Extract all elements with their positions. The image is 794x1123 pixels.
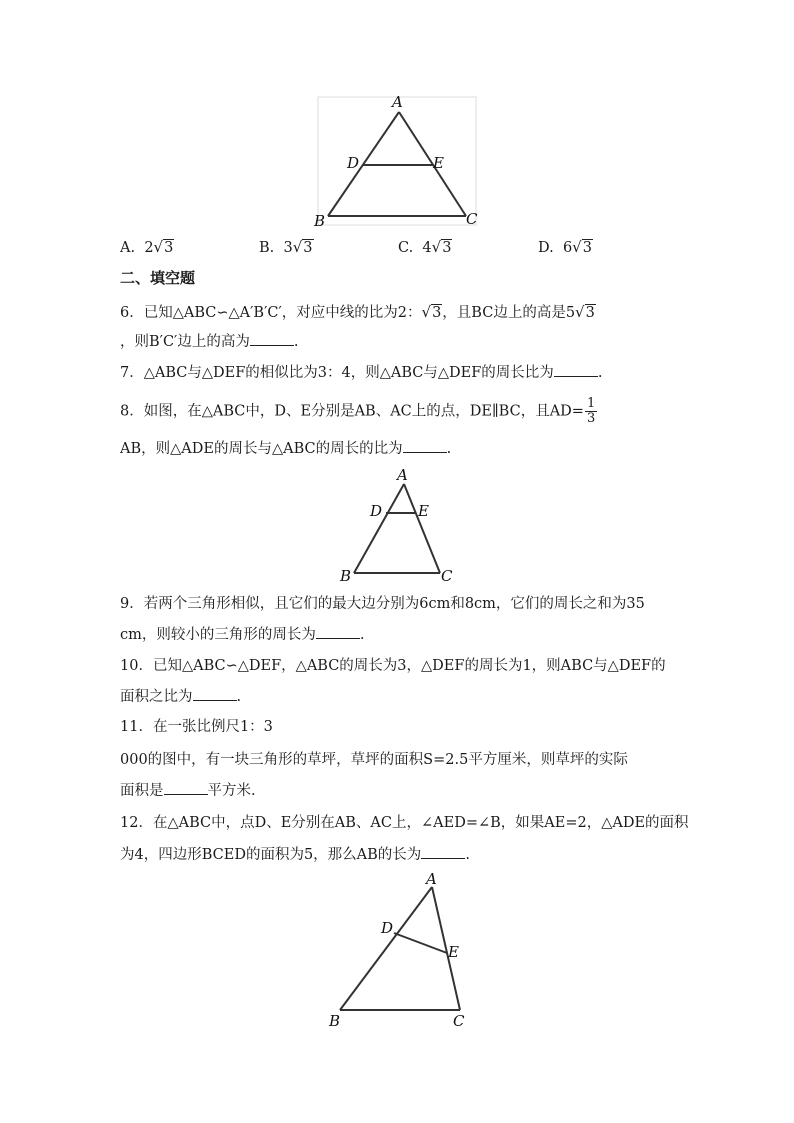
q8-fraction [585, 397, 597, 426]
figure2-side-ac [404, 484, 440, 573]
question-10-line2 [120, 686, 241, 707]
q6-text1: 6．已知△ABC∽△A′B′C′，对应中线的比为2： [120, 305, 422, 321]
q6-end: . [293, 334, 299, 350]
question-7 [120, 362, 602, 383]
figure2-triangle-abc [354, 484, 440, 573]
option-b-radicand: 3 [303, 240, 313, 256]
figure3-label-c: C [453, 1012, 465, 1030]
option-d-label: D. [538, 240, 554, 256]
answer-blank-q7[interactable] [554, 362, 598, 377]
question-11-line3 [120, 780, 256, 801]
option-c-radicand: 3 [442, 240, 452, 256]
option-a-label: A. [120, 240, 136, 256]
option-d-radicand: 3 [582, 240, 592, 256]
figure2-side-ab [354, 484, 404, 573]
answer-blank-q8[interactable] [403, 438, 447, 453]
option-c-coef: 4 [422, 240, 432, 256]
question-12-line2 [120, 844, 470, 865]
option-d-coef: 6 [562, 240, 573, 256]
figure2-label-a: A [397, 466, 408, 484]
figure1-label-b: B [314, 212, 326, 230]
option-d: D. 6√3 [538, 238, 592, 256]
figure3-label-e: E [448, 943, 459, 961]
question-6-line2 [120, 331, 298, 352]
question-9-line1: 9．若两个三角形相似，且它们的最大边分别为6cm和8cm，它们的周长之和为35 [120, 596, 645, 612]
q8-end: . [446, 441, 452, 457]
q6-radicand1: 3 [432, 305, 442, 321]
q11-text3: 面积是 [120, 783, 164, 799]
q7-text: 7．△ABC与△DEF的相似比为3：4，则△ABC与△DEF的周长比为 [120, 365, 554, 381]
q9-text2: cm，则较小的三角形的周长为 [120, 627, 316, 643]
q8-text: 8．如图，在△ABC中，D、E分别是AB、AC上的点，DE∥BC，且AD= [120, 403, 584, 420]
answer-blank-q12[interactable] [421, 844, 465, 859]
figure1-label-c: C [466, 210, 478, 228]
option-a-radicand: 3 [164, 240, 174, 256]
figure1-label-a: A [392, 93, 403, 111]
option-b: B. 3√3 [259, 238, 313, 256]
figure2-label-c: C [441, 567, 453, 585]
figure3-triangle-abc [340, 887, 460, 1010]
q8-fraction-den: 3 [586, 411, 596, 426]
question-11-line2: 000的图中，有一块三角形的草坪，草坪的面积S=2.5平方厘米，则草坪的实际 [120, 752, 628, 768]
figure1-label-d: D [347, 154, 360, 172]
figure3-segment-de [394, 933, 447, 953]
q12-end: . [465, 847, 470, 863]
question-8-line2 [120, 438, 451, 459]
question-10-line1: 10．已知△ABC∽△DEF，△ABC的周长为3，△DEF的周长为1，则ABC与△DEF的 [120, 658, 666, 674]
q6-radicand2: 3 [585, 305, 595, 321]
q6-text2: ，且BC边上的高是5 [442, 305, 576, 321]
question-12-line1: 12．在△ABC中，点D、E分别在AB、AC上，∠AED=∠B，如果AE=2，△ADE的面积 [120, 815, 689, 831]
figure3-label-b: B [329, 1012, 341, 1030]
figure2-label-e: E [418, 502, 429, 520]
answer-blank-q11[interactable] [164, 780, 208, 795]
question-8-line1 [120, 397, 598, 426]
question-9-line2 [120, 624, 364, 645]
option-a: A. 2√3 [120, 238, 174, 256]
figure3-label-a: A [426, 870, 437, 888]
q10-end: . [236, 689, 242, 705]
question-6-line1: 6．已知△ABC∽△A′B′C′，对应中线的比为2：√3，且BC边上的高是5√3 [120, 303, 595, 321]
question-11-line1: 11．在一张比例尺1：3 [120, 719, 273, 735]
figure1-label-e: E [433, 154, 444, 172]
answer-blank-q6[interactable] [250, 331, 294, 346]
option-a-coef: 2 [144, 240, 154, 256]
q10-text2: 面积之比为 [120, 689, 193, 705]
figure3-label-d: D [381, 919, 394, 937]
figure3-side-ab [340, 887, 432, 1010]
option-b-label: B. [259, 240, 275, 256]
q8-text2: AB，则△ADE的周长与△ABC的周长的比为 [120, 441, 403, 457]
section-title: 二、填空题 [120, 269, 196, 287]
q12-text2: 为4，四边形BCED的面积为5，那么AB的长为 [120, 847, 422, 863]
option-b-coef: 3 [283, 240, 293, 256]
q11-end: 平方米. [207, 783, 256, 799]
figure2-label-b: B [340, 567, 352, 585]
answer-blank-q10[interactable] [193, 686, 237, 701]
q6-text3: ，则B′C′边上的高为 [120, 334, 250, 350]
figure2-label-d: D [370, 502, 383, 520]
answer-blank-q9[interactable] [316, 624, 360, 639]
q7-end: . [597, 365, 603, 381]
option-c: C. 4√3 [398, 238, 452, 256]
q9-end: . [359, 627, 365, 643]
q8-fraction-num: 1 [586, 396, 596, 411]
option-c-label: C. [398, 240, 414, 256]
